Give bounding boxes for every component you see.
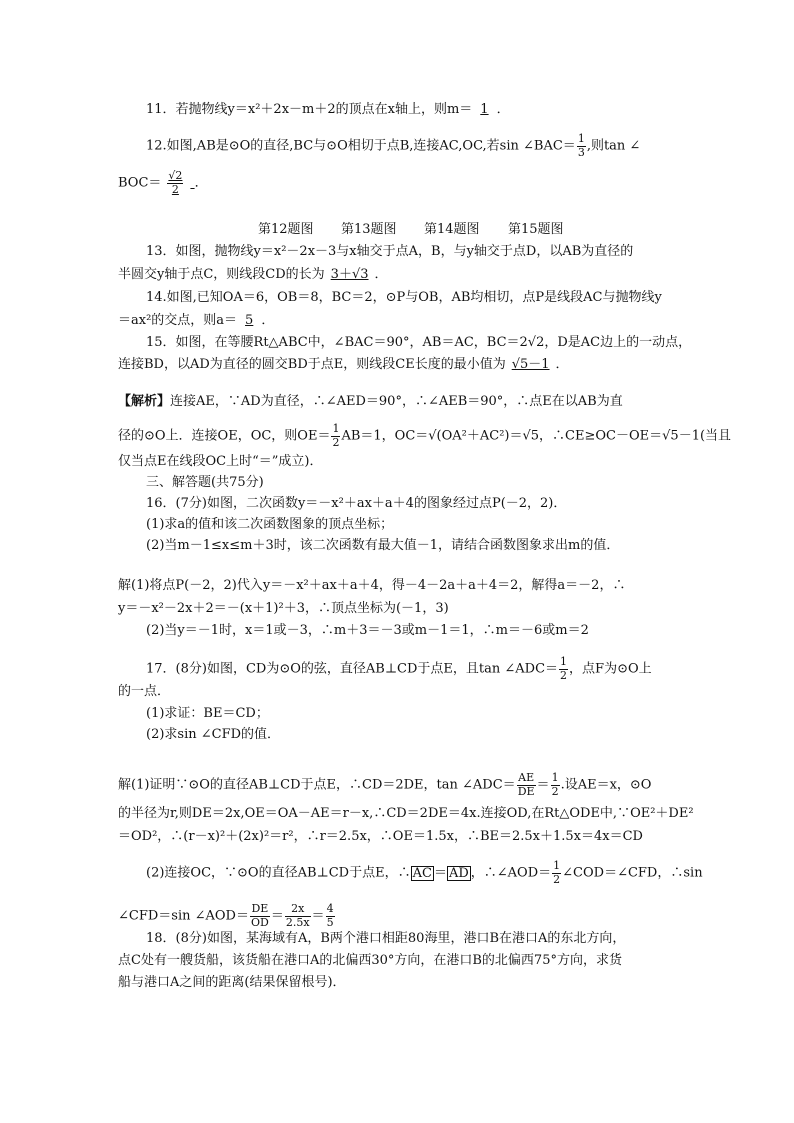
analysis-line3: 仅当点E在线段OC上时“＝”成立)． [118, 454, 323, 469]
question-12-line2: BOC＝ $\frac{√2}{2}$ ． [118, 169, 208, 196]
fraction: $\frac{1}{2}$ [560, 655, 568, 682]
question-16-line2: (1)求a的值和该二次函数图象的顶点坐标； [146, 517, 394, 532]
solution-16-line3: (2)当y＝－1时，x＝1或－3，∴m＋3＝－3或m－1＝1，∴m＝－6或m＝2 [146, 623, 589, 638]
analysis-tag: 【解析】 [118, 394, 171, 409]
answer-14: 5 [245, 313, 254, 328]
figure-label-13: 第13题图 [341, 222, 397, 237]
analysis-line1: 【解析】连接AE，∵AD为直径，∴∠AED＝90°，∴∠AEB＝90°，∴点E在以AB为直 [118, 394, 623, 409]
fraction: $\frac{1}{3}$ [577, 132, 585, 159]
answer-13: 3＋√3 [330, 267, 369, 282]
solution-16-line1: 解(1)将点P(－2，2)代入y＝－x²＋ax＋a＋4，得－4－2a＋a＋4＝2，解得a＝－2，∴ [118, 578, 626, 593]
fraction: $\frac{4}{5}$ [326, 902, 334, 929]
analysis-line2: 径的⊙O上．连接OE，OC，则OE＝ $\frac{1}{2}$ AB＝1，OC＝√(OA²＋AC²)＝√5，∴CE≥OC－OE＝√5－1(当且 [118, 422, 732, 449]
arc-symbol: AD [448, 865, 469, 881]
question-12-line1: 12.如图,AB是⊙O的直径,BC与⊙O相切于点B,连接AC,OC,若sin ∠BAC＝ $\frac{1}{3}$ ,则tan ∠ [146, 132, 641, 159]
figure-label-15: 第15题图 [508, 222, 564, 237]
question-13-line1: 13．如图，抛物线y＝x²－2x－3与x轴交于点A，B，与y轴交于点D，以AB为直径的 [146, 244, 634, 259]
fraction: $\frac{1}{2}$ [332, 422, 340, 449]
solution-17-line5: ∠CFD＝sin ∠AOD＝ $\frac{DE}{OD}$ ＝ $\frac{2x}{2.5x}$ ＝ $\frac{4}{5}$ [118, 902, 334, 929]
figure-label-14: 第14题图 [424, 222, 480, 237]
question-16-line3: (2)当m－1≤x≤m＋3时，该二次函数有最大值－1，请结合函数图象求出m的值． [146, 538, 620, 553]
figure-label-12: 第12题图 [258, 222, 314, 237]
question-15-line1: 15．如图，在等腰Rt△ABC中，∠BAC＝90°，AB＝AC，BC＝2√2，D是AC边上的一动点， [146, 335, 692, 350]
fraction: $\frac{AE}{DE}$ [517, 771, 535, 798]
question-18-line2: 点C处有一艘货船，该货船在港口A的北偏西30°方向，在港口B的北偏西75°方向，求货 [118, 953, 622, 968]
fraction: $\frac{1}{2}$ [553, 859, 561, 886]
fraction: $\frac{DE}{OD}$ [250, 902, 269, 929]
question-18-line1: 18．(8分)如图，某海域有A，B两个港口相距80海里，港口B在港口A的东北方向， [146, 931, 626, 946]
arc-symbol: AC [412, 865, 432, 881]
question-16-line1: 16．(7分)如图，二次函数y＝－x²＋ax＋a＋4的图象经过点P(－2，2)． [146, 496, 567, 511]
question-17-line3: (1)求证：BE＝CD； [146, 706, 269, 721]
question-13-line2: 半圆交y轴于点C，则线段CD的长为 3＋√3 ． [118, 267, 388, 282]
solution-17-line1: 解(1)证明∵⊙O的直径AB⊥CD于点E，∴CD＝2DE，tan ∠ADC＝ $\frac{AE}{DE}$ ＝ $\frac{1}{2}$ .设AE＝x，⊙O [118, 771, 652, 798]
section-heading: 三、解答题(共75分) [146, 475, 264, 490]
question-14-line1: 14.如图,已知OA＝6，OB＝8，BC＝2，⊙P与OB，AB均相切，点P是线段AC与抛物线y [146, 290, 662, 305]
solution-17-line2: 的半径为r,则DE＝2x,OE＝OA－AE＝r－x,∴CD＝2DE＝4x.连接OD,在Rt△ODE中,∵OE²＋DE² [118, 806, 694, 821]
answer-15: √5－1 [511, 357, 550, 372]
fraction: $\frac{2x}{2.5x}$ [285, 902, 310, 929]
question-14-line2: ＝ax²的交点，则a＝ 5 ． [118, 313, 275, 328]
question-18-line3: 船与港口A之间的距离(结果保留根号)． [118, 975, 346, 990]
answer-12: $\frac{√2}{2}$ [168, 169, 183, 196]
question-17-line2: 的一点． [118, 684, 171, 699]
solution-17-line3: ＝OD²，∴(r－x)²＋(2x)²＝r²，∴r＝2.5x，∴OE＝1.5x，∴BE＝2.5x＋1.5x＝4x＝CD [118, 829, 643, 844]
question-17-line4: (2)求sin ∠CFD的值． [146, 727, 281, 742]
fraction: $\frac{1}{2}$ [551, 771, 559, 798]
question-15-line2: 连接BD，以AD为直径的圆交BD于点E，则线段CE长度的最小值为 √5－1 ． [118, 357, 569, 372]
solution-17-line4: (2)连接OC，∵⊙O的直径AB⊥CD于点E，∴ AC ＝ AD ，∴∠AOD＝ $\frac{1}{2}$ ∠COD＝∠CFD，∴sin [146, 859, 703, 886]
answer-11: 1 [480, 102, 489, 117]
solution-16-line2: y＝－x²－2x＋2＝－(x＋1)²＋3，∴顶点坐标为(－1，3) [118, 601, 449, 616]
question-11: 11．若抛物线y＝x²＋2x－m＋2的顶点在x轴上，则m＝ 1 ． [146, 102, 510, 117]
question-17-line1: 17．(8分)如图，CD为⊙O的弦，直径AB⊥CD于点E，且tan ∠ADC＝ $\frac{1}{2}$ ，点F为⊙O上 [146, 655, 652, 682]
